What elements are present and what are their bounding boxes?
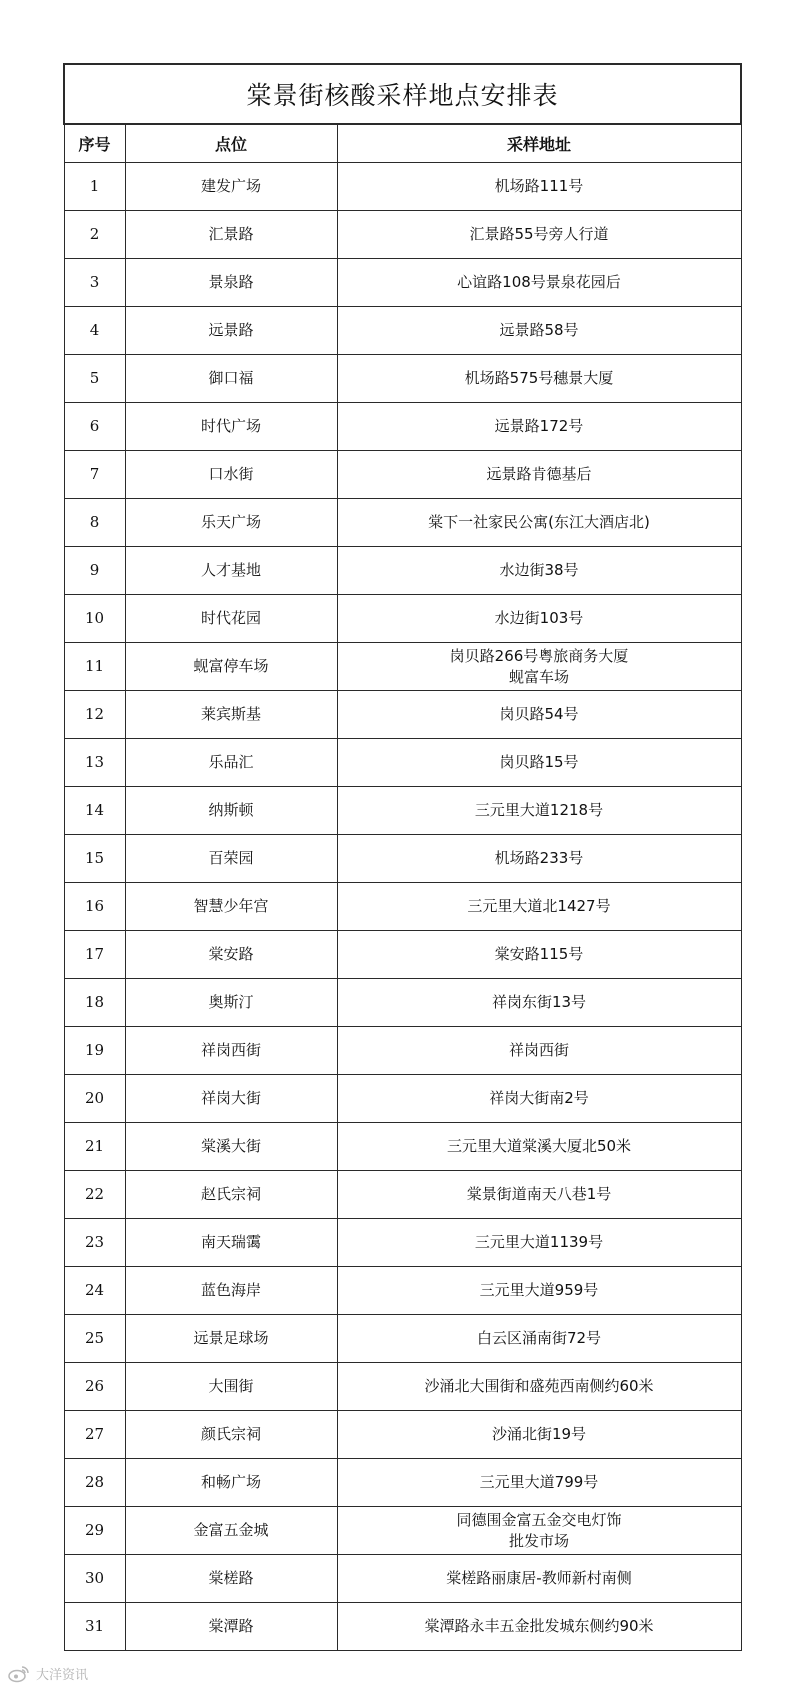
address-line: 远景路172号 <box>494 417 584 435</box>
address-line: 三元里大道959号 <box>479 1281 599 1299</box>
address-line: 三元里大道北1427号 <box>467 897 611 915</box>
row-address <box>337 835 741 883</box>
row-index: 6 <box>64 403 125 451</box>
row-index: 29 <box>64 1507 125 1555</box>
row-address <box>337 307 741 355</box>
row-address <box>337 1507 741 1555</box>
table-row <box>64 1027 741 1075</box>
row-site: 乐品汇 <box>125 739 337 787</box>
row-index: 20 <box>64 1075 125 1123</box>
row-index: 2 <box>64 211 125 259</box>
table-row <box>64 1507 741 1555</box>
schedule-sheet <box>63 63 740 1651</box>
address-line: 岗贝路54号 <box>499 705 579 723</box>
row-index: 25 <box>64 1315 125 1363</box>
row-index: 19 <box>64 1027 125 1075</box>
row-site: 人才基地 <box>125 547 337 595</box>
table-row <box>64 931 741 979</box>
address-line: 三元里大道棠溪大厦北50米 <box>446 1137 632 1155</box>
row-address <box>337 547 741 595</box>
row-site: 百荣园 <box>125 835 337 883</box>
table-row <box>64 355 741 403</box>
row-index: 10 <box>64 595 125 643</box>
row-index: 1 <box>64 163 125 211</box>
row-address <box>337 739 741 787</box>
address-line: 三元里大道1218号 <box>474 801 604 819</box>
row-index: 7 <box>64 451 125 499</box>
row-site: 口水街 <box>125 451 337 499</box>
row-site: 乐天广场 <box>125 499 337 547</box>
row-site: 建发广场 <box>125 163 337 211</box>
table-row <box>64 163 741 211</box>
table-row <box>64 595 741 643</box>
table-row <box>64 451 741 499</box>
row-address <box>337 883 741 931</box>
row-index: 23 <box>64 1219 125 1267</box>
row-index: 3 <box>64 259 125 307</box>
address-line: 水边街38号 <box>499 561 579 579</box>
address-line: 汇景路55号旁人行道 <box>469 225 609 243</box>
row-index: 9 <box>64 547 125 595</box>
row-address <box>337 691 741 739</box>
row-index: 8 <box>64 499 125 547</box>
table-row <box>64 739 741 787</box>
address-line: 棠景街道南天八巷1号 <box>466 1185 612 1203</box>
row-address <box>337 1315 741 1363</box>
row-address <box>337 1603 741 1651</box>
row-site: 景泉路 <box>125 259 337 307</box>
table-row <box>64 259 741 307</box>
row-site: 棠溪大街 <box>125 1123 337 1171</box>
address-line: 棠安路115号 <box>494 945 584 963</box>
table-row <box>64 1459 741 1507</box>
row-site: 祥岗西街 <box>125 1027 337 1075</box>
row-address <box>337 211 741 259</box>
row-address <box>337 1075 741 1123</box>
row-address <box>337 403 741 451</box>
row-address <box>337 1123 741 1171</box>
row-index: 17 <box>64 931 125 979</box>
row-site: 蓝色海岸 <box>125 1267 337 1315</box>
row-address <box>337 355 741 403</box>
row-site: 棠槎路 <box>125 1555 337 1603</box>
address-line: 水边街103号 <box>494 609 584 627</box>
row-site: 御口福 <box>125 355 337 403</box>
table-row <box>64 883 741 931</box>
row-site: 和畅广场 <box>125 1459 337 1507</box>
row-address <box>337 643 741 691</box>
row-index: 5 <box>64 355 125 403</box>
row-address <box>337 1219 741 1267</box>
row-site: 纳斯顿 <box>125 787 337 835</box>
row-address <box>337 1171 741 1219</box>
row-site: 远景路 <box>125 307 337 355</box>
address-line: 岗贝路266号粤旅商务大厦 <box>449 646 629 665</box>
row-address <box>337 451 741 499</box>
address-line: 棠潭路永丰五金批发城东侧约90米 <box>424 1617 654 1635</box>
row-site: 棠潭路 <box>125 1603 337 1651</box>
address-line: 祥岗东街13号 <box>491 993 587 1011</box>
address-line: 沙涌北街19号 <box>491 1425 587 1443</box>
row-index: 30 <box>64 1555 125 1603</box>
row-index: 21 <box>64 1123 125 1171</box>
table-row <box>64 1171 741 1219</box>
table-row <box>64 1315 741 1363</box>
row-address <box>337 1363 741 1411</box>
table-row <box>64 1219 741 1267</box>
address-line: 棠下一社家民公寓(东江大酒店北) <box>428 513 650 531</box>
watermark-text: 大洋资讯 <box>36 1668 89 1683</box>
row-index: 16 <box>64 883 125 931</box>
row-index: 11 <box>64 643 125 691</box>
row-site: 南天瑞霭 <box>125 1219 337 1267</box>
address-line: 远景路58号 <box>499 321 579 339</box>
row-address <box>337 499 741 547</box>
table-row <box>64 1603 741 1651</box>
row-index: 4 <box>64 307 125 355</box>
address-line: 机场路233号 <box>494 849 584 867</box>
row-site: 蚬富停车场 <box>125 643 337 691</box>
address-line: 棠槎路丽康居-教师新村南侧 <box>446 1569 632 1587</box>
table-row <box>64 1411 741 1459</box>
column-header-site: 点位 <box>125 124 337 163</box>
table-row <box>64 643 741 691</box>
address-line: 沙涌北大围街和盛苑西南侧约60米 <box>424 1377 654 1395</box>
row-address <box>337 979 741 1027</box>
row-address <box>337 1459 741 1507</box>
address-line: 心谊路108号景泉花园后 <box>457 273 621 291</box>
table-row <box>64 691 741 739</box>
address-line: 祥岗大街南2号 <box>489 1089 589 1107</box>
row-index: 27 <box>64 1411 125 1459</box>
column-header-index: 序号 <box>64 124 125 163</box>
table-row <box>64 787 741 835</box>
row-address <box>337 787 741 835</box>
table-title: 棠景街核酸采样地点安排表 <box>64 64 741 124</box>
row-site: 金富五金城 <box>125 1507 337 1555</box>
table-row <box>64 1267 741 1315</box>
table-row <box>64 1123 741 1171</box>
table-row <box>64 835 741 883</box>
row-address <box>337 1267 741 1315</box>
row-address <box>337 595 741 643</box>
column-header-address: 采样地址 <box>337 124 741 163</box>
row-address <box>337 1027 741 1075</box>
address-line: 三元里大道799号 <box>479 1473 599 1491</box>
address-line: 三元里大道1139号 <box>474 1233 604 1251</box>
weibo-logo-icon <box>8 1665 30 1683</box>
row-site: 大围街 <box>125 1363 337 1411</box>
row-site: 莱宾斯基 <box>125 691 337 739</box>
row-site: 祥岗大街 <box>125 1075 337 1123</box>
table-row <box>64 547 741 595</box>
row-address <box>337 1411 741 1459</box>
row-index: 12 <box>64 691 125 739</box>
row-index: 14 <box>64 787 125 835</box>
row-index: 28 <box>64 1459 125 1507</box>
row-index: 24 <box>64 1267 125 1315</box>
row-index: 13 <box>64 739 125 787</box>
address-line: 机场路111号 <box>494 177 584 195</box>
table-row <box>64 211 741 259</box>
row-address <box>337 931 741 979</box>
row-address <box>337 1555 741 1603</box>
row-site: 智慧少年宫 <box>125 883 337 931</box>
row-index: 18 <box>64 979 125 1027</box>
table-row <box>64 307 741 355</box>
row-site: 时代广场 <box>125 403 337 451</box>
address-line: 祥岗西街 <box>508 1041 569 1059</box>
row-address <box>337 259 741 307</box>
address-line: 蚬富车场 <box>508 667 569 686</box>
header-row <box>64 124 741 163</box>
watermark <box>8 1664 88 1683</box>
row-index: 26 <box>64 1363 125 1411</box>
sampling-sites-table <box>63 63 742 1651</box>
row-site: 时代花园 <box>125 595 337 643</box>
table-row <box>64 979 741 1027</box>
table-row <box>64 1075 741 1123</box>
row-site: 赵氏宗祠 <box>125 1171 337 1219</box>
table-row <box>64 499 741 547</box>
table-row <box>64 1555 741 1603</box>
table-row <box>64 1363 741 1411</box>
row-index: 22 <box>64 1171 125 1219</box>
table-body <box>64 163 741 1651</box>
address-line: 远景路肯德基后 <box>486 465 592 483</box>
row-site: 颜氏宗祠 <box>125 1411 337 1459</box>
address-line: 批发市场 <box>508 1531 569 1550</box>
row-index: 31 <box>64 1603 125 1651</box>
address-line: 岗贝路15号 <box>499 753 579 771</box>
row-site: 奥斯汀 <box>125 979 337 1027</box>
row-site: 汇景路 <box>125 211 337 259</box>
address-line: 同德围金富五金交电灯饰 <box>456 1510 622 1529</box>
address-line: 机场路575号穗景大厦 <box>464 369 614 387</box>
row-site: 远景足球场 <box>125 1315 337 1363</box>
table-row <box>64 403 741 451</box>
row-address <box>337 163 741 211</box>
row-site: 棠安路 <box>125 931 337 979</box>
row-index: 15 <box>64 835 125 883</box>
address-line: 白云区涌南街72号 <box>476 1329 602 1347</box>
